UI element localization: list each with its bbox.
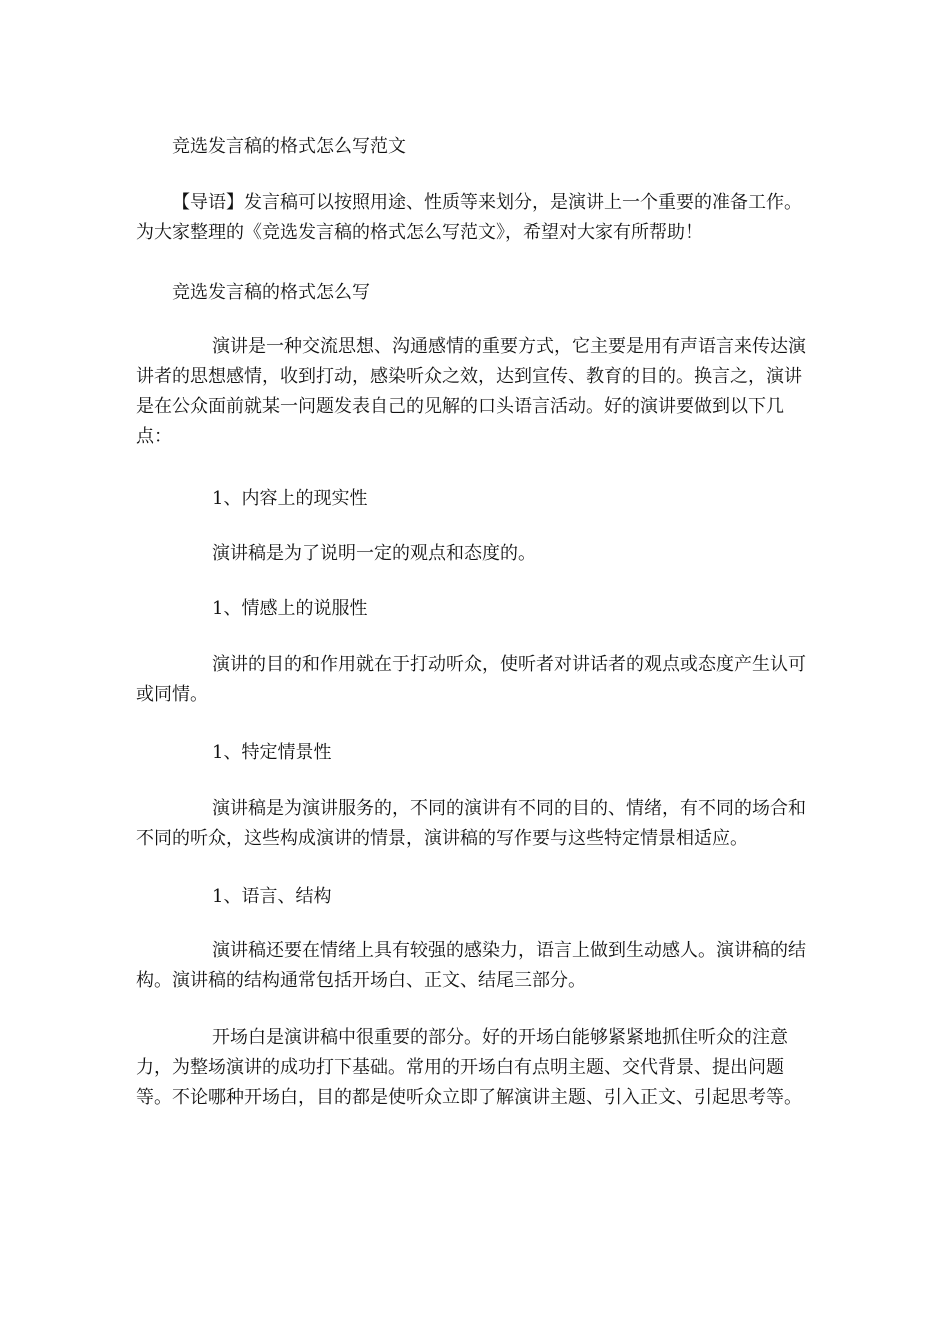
list-heading-emotion: 1、情感上的说服性 — [212, 598, 368, 619]
body-paragraph-1: 演讲是一种交流思想、沟通感情的重要方式，它主要是用有声语言来传达演讲者的思想感情，收到打动，感染听众之效，达到宣传、教育的目的。换言之，演讲是在公众面前就某一问题发表自己的见解的口头语言活动。好的演讲要做到以下几点： — [136, 336, 806, 447]
body-paragraph-2: 演讲稿是为了说明一定的观点和态度的。 — [212, 543, 536, 564]
document-title: 竞选发言稿的格式怎么写范文 — [172, 136, 406, 157]
list-heading-language: 1、语言、结构 — [212, 886, 332, 907]
body-paragraph-3: 演讲的目的和作用就在于打动听众，使听者对讲话者的观点或态度产生认可或同情。 — [136, 654, 806, 705]
list-heading-context: 1、特定情景性 — [212, 742, 332, 763]
body-paragraph-5: 演讲稿还要在情绪上具有较强的感染力，语言上做到生动感人。演讲稿的结构。演讲稿的结构通常包括开场白、正文、结尾三部分。 — [136, 940, 806, 991]
body-paragraph-6: 开场白是演讲稿中很重要的部分。好的开场白能够紧紧地抓住听众的注意力，为整场演讲的成功打下基础。常用的开场白有点明主题、交代背景、提出问题等。不论哪种开场白，目的都是使听众立即了解演讲主题、引入正文、引起思考等。 — [136, 1027, 802, 1108]
list-heading-content: 1、内容上的现实性 — [212, 488, 368, 509]
intro-paragraph: 【导语】发言稿可以按照用途、性质等来划分，是演讲上一个重要的准备工作。为大家整理的《竞选发言稿的格式怎么写范文》，希望对大家有所帮助！ — [136, 192, 802, 243]
body-paragraph-4: 演讲稿是为演讲服务的，不同的演讲有不同的目的、情绪，有不同的场合和不同的听众，这些构成演讲的情景，演讲稿的写作要与这些特定情景相适应。 — [136, 798, 806, 849]
section-subtitle: 竞选发言稿的格式怎么写 — [172, 282, 370, 303]
